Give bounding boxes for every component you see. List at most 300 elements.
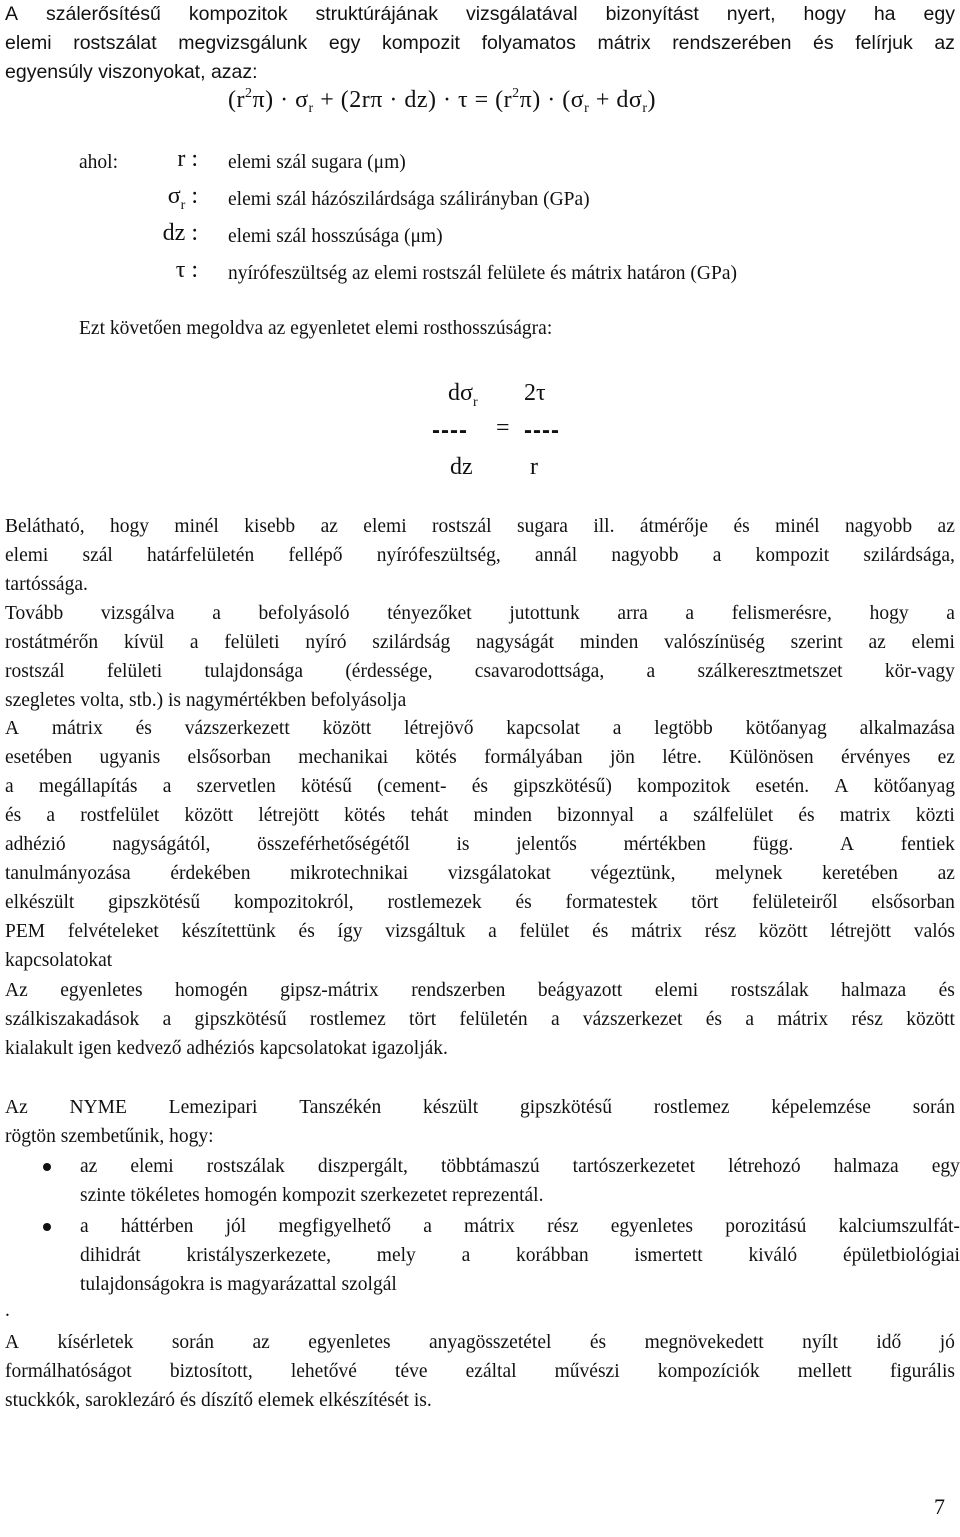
word: esetén. [755,776,810,797]
symbol-text: σ [167,183,181,209]
word: mely [376,1245,416,1266]
word: gipszkötésű [519,1097,613,1118]
paragraph [5,1328,955,1415]
word: létrejött [830,921,892,942]
word: érdekében [170,863,251,884]
definition-symbol [176,257,198,284]
word: Az [5,1097,28,1118]
word: rostfelület [80,805,160,826]
text-line [5,657,955,686]
text-line [80,1241,960,1270]
word: átmérője [639,516,709,537]
word: hogy [869,603,909,624]
word: homogén [175,980,248,1001]
word: nyíró [305,632,347,653]
text-line [80,1212,960,1241]
word: jelentős [516,834,577,855]
word: minden [579,632,639,653]
word: adhézió [5,834,66,855]
word: rostszálak [730,980,809,1001]
fraction-equals: = [496,415,510,441]
word: kompozitok [188,3,288,25]
formula-part: + (2rπ · dz) · τ = (r [313,87,513,113]
word: megállapítás [38,776,138,797]
word: a [46,805,56,826]
word: és [471,776,488,797]
word: A [839,834,855,855]
word: megfigyelhető [278,1216,391,1237]
word: porozitású [725,1216,807,1237]
word: a [212,603,221,624]
word: rostlemez [309,1009,386,1030]
word: szilárdság [372,632,451,653]
text-line [5,599,955,628]
word: fentiek [900,834,955,855]
text-line [5,1005,955,1034]
word: gipszkötésű [108,892,201,913]
word: A [5,1332,20,1353]
word: nyílt [802,1332,838,1353]
word: arra [617,603,648,624]
word: mechanikai [298,747,389,768]
word: Tanszékén [299,1097,382,1118]
word: A [5,718,20,739]
word: között [906,1009,955,1030]
word: vázszerkezett [184,718,290,739]
word: idő [876,1332,902,1353]
word: egy [328,32,361,54]
word: szálerősítésű [46,3,161,25]
text-line-last: rögtön szembetűnik, hogy: [5,1126,214,1147]
word: rész [851,1009,883,1030]
fraction-numerator-right: 2τ [524,380,546,406]
intro-paragraph [5,0,955,87]
text-line-last: tartóssága. [5,574,88,595]
text-line [5,1093,955,1122]
word: nyírófeszültség, [376,545,501,566]
word: képelemzése [771,1097,871,1118]
word: vázszerkezet [582,1009,683,1030]
text-line [5,917,955,946]
symbol-text: τ : [175,257,198,283]
word: kompozit [755,545,830,566]
word: érvényes [840,747,911,768]
paragraph [5,714,955,975]
word: ismertett [634,1245,703,1266]
word: és [705,1009,723,1030]
word: határfelületén [147,545,255,566]
word: dihidrát [80,1245,141,1266]
word: mértékben [623,834,706,855]
word: A [834,776,849,797]
definition-row [0,183,960,219]
text-line [5,541,955,570]
word: rostszálat [73,32,157,54]
formula-part: ) [647,87,656,113]
word: (érdessége, [345,661,433,682]
word: kívül [123,632,165,653]
word: (cement- [377,776,447,797]
word: elemi [363,516,407,537]
word: sugara [517,516,568,537]
word: formatestek [565,892,658,913]
formula-subscript: r [584,101,590,116]
word: diszpergált, [317,1156,408,1177]
word: felületi [106,661,163,682]
word: kötésű [300,776,352,797]
word: és [733,516,750,537]
formula-part: π) · σ [252,87,309,113]
word: kötés [344,805,386,826]
word: tulajdonsága [204,661,303,682]
word: felületén [459,1009,528,1030]
fraction-subscript: r [472,394,478,410]
word: minden [473,805,533,826]
word: tört [409,1009,437,1030]
text-line [5,512,955,541]
word: a [612,718,622,739]
word: elsősorban [871,892,955,913]
word: vizsgálva [100,603,175,624]
word: felület [519,921,570,942]
word: szilárdsága, [863,545,955,566]
word: melynek [715,863,783,884]
text-line-last: tulajdonságokra is magyarázattal szolgál [80,1274,397,1295]
word: a [488,921,497,942]
word: tehát [410,805,449,826]
word: a [946,603,955,624]
word: gipszkötésű) [513,776,612,797]
word: készült [422,1097,479,1118]
paragraph [5,599,955,715]
paragraph [5,976,955,1063]
word: ha [873,3,896,25]
fraction-text: dσ [448,380,473,406]
word: szervetlen [196,776,276,797]
text-line [5,976,955,1005]
text-line-last: egyensúly viszonyokat, azaz: [5,61,258,83]
word: között [758,921,808,942]
word: létre. [662,747,702,768]
word: az [320,516,338,537]
text-line-last: szinte tökéletes homogén kompozit szerkezetet reprezentál. [80,1185,544,1206]
word: esetében [5,747,73,768]
word: mátrix [631,921,682,942]
bullet-text [80,1152,960,1210]
word: és [589,1332,607,1353]
word: többtámaszú [441,1156,540,1177]
word: felvételeket [67,921,159,942]
text-line [5,1357,955,1386]
word: tartószerkezetet [572,1156,695,1177]
word: és [813,32,834,54]
word: ez [937,747,955,768]
text-line [5,714,955,743]
text-line [5,0,955,29]
word: és [515,892,532,913]
word: hogy [803,3,846,25]
word: legtöbb [654,718,713,739]
word: szerint [790,632,843,653]
word: vizsgáltuk [385,921,466,942]
page-number: 7 [934,1494,945,1519]
word: egy [923,3,955,25]
word: Tovább [5,603,64,624]
word: biztosított, [169,1361,253,1382]
word: Lemezipari [168,1097,258,1118]
word: jó [939,1332,955,1353]
word: mátrix [597,32,651,54]
word: felírjuk [855,32,913,54]
text-line-last: stuckkók, saroklezáró és díszítő elemek elkészítését is. [5,1390,432,1411]
word: jön [609,747,635,768]
word: kiváló [748,1245,798,1266]
word: PEM [5,921,46,942]
word: szálkeresztmetszet [697,661,843,682]
word: során [912,1097,955,1118]
word: épületbiológiai [842,1245,960,1266]
word: ill. [593,516,615,537]
word: a [685,603,695,624]
word: formálhatóságot [5,1361,132,1382]
word: ezáltal [465,1361,517,1382]
symbol-text: dz : [162,220,198,246]
paragraph [5,512,955,599]
word: valószínüség [664,632,765,653]
word: a [5,776,14,797]
word: matrix [839,805,891,826]
word: a [646,661,656,682]
word: ugyanis [99,747,161,768]
word: struktúrájának [315,3,438,25]
word: az [937,516,955,537]
word: rész [547,1216,579,1237]
formula-part: + dσ [589,87,643,113]
word: során [171,1332,215,1353]
symbol-text: r : [177,146,198,172]
word: elemi [911,632,955,653]
word: az [252,1332,270,1353]
word: A [5,3,19,25]
text-line [5,801,955,830]
word: létrejövő [404,718,474,739]
word: NYME [69,1097,127,1118]
word: között [322,718,372,739]
word: halmaza [841,980,907,1001]
word: kompozitok [637,776,731,797]
word: a [659,805,668,826]
word: alkalmazása [859,718,955,739]
word: kötőanyag [873,776,955,797]
bullet-text [80,1212,960,1299]
symbol-subscript: r [180,197,186,213]
definition-text: elemi szál sugara (μm) [228,152,406,173]
fraction-numerator-left [448,380,478,411]
definition-symbol [168,183,198,214]
word: és [298,921,315,942]
word: közti [915,805,955,826]
word: az [934,32,955,54]
word: és [938,980,955,1001]
bullet-icon [43,1223,51,1231]
word: összeférhetőségétől [257,834,410,855]
word: a [745,1009,754,1030]
word: nyert, [726,3,776,25]
word: függ. [752,834,794,855]
word: jutottunk [509,603,580,624]
word: és [135,718,152,739]
word: az [868,632,886,653]
word: szálkiszakadások [5,1009,140,1030]
word: mátrix [51,718,103,739]
word: lehetővé [290,1361,357,1382]
word: rostszál [5,661,65,682]
word: csavarodottsága, [474,661,605,682]
word: Különösen [729,747,814,768]
word: kísérletek [57,1332,134,1353]
word: nagyságát [476,632,555,653]
word: között [184,805,234,826]
text-line [5,888,955,917]
word: elsősorban [187,747,271,768]
word: kompozit [381,32,460,54]
solution-intro: Ezt követően megoldva az egyenletet elemi rosthosszúságra: [79,318,553,339]
word: vizsgálatával [465,3,578,25]
text-line [80,1152,960,1181]
word: vizsgálatokat [447,863,551,884]
paragraph [5,1093,955,1151]
formula-part: π) · (σ [519,87,585,113]
word: a [423,1216,432,1237]
word: hogy [110,516,150,537]
word: háttérben [120,1216,194,1237]
separator-dot: . [5,1300,10,1321]
word: a [189,632,199,653]
word: elemi [130,1156,174,1177]
word: az [937,863,955,884]
word: kristályszerkezete, [186,1245,331,1266]
word: rendszerben [411,980,506,1001]
word: mikrotechnikai [290,863,409,884]
word: bizonnyal [557,805,635,826]
word: kisebb [244,516,296,537]
word: figurális [889,1361,955,1382]
word: mátrix [777,1009,829,1030]
bullet-icon [43,1163,51,1171]
word: a [80,1216,89,1237]
word: tanulmányozása [5,863,131,884]
text-line [5,29,955,58]
equilibrium-formula [228,86,656,117]
word: elemi [5,545,49,566]
word: nagyobb [844,516,913,537]
word: a [550,1009,560,1030]
formula-subscript: r [642,101,648,116]
word: megvizsgálunk [178,32,308,54]
word: rész [704,921,737,942]
word: kalciumszulfát- [838,1216,960,1237]
word: egyenletes [610,1216,694,1237]
word: minél [775,516,820,537]
word: létrejött [258,805,319,826]
word: készítettünk [181,921,276,942]
word: tényezőket [387,603,472,624]
text-line-last: kapcsolatokat [5,950,113,971]
word: bizonyítást [605,3,699,25]
definition-text: elemi szál hosszúsága (μm) [228,226,443,247]
word: nagyobb [611,545,679,566]
text-line [5,1328,955,1357]
word: a [162,1009,172,1030]
word: mellett [797,1361,852,1382]
formula-exponent: 2 [244,86,253,101]
word: szál [82,545,113,566]
word: megnövekedett [644,1332,764,1353]
word: tört [691,892,719,913]
word: annál [534,545,578,566]
word: kompozitokról, [233,892,354,913]
fraction-bar-right: ---- [524,417,560,444]
definition-row [0,257,960,293]
word: gipszkötésű [194,1009,287,1030]
word: fellépő [288,545,343,566]
word: nagyságától, [112,834,211,855]
word: keretében [822,863,898,884]
word: téve [395,1361,428,1382]
word: anyagösszetétel [429,1332,552,1353]
word: kötőanyag [745,718,827,739]
word: valós [913,921,955,942]
word: elemi [654,980,699,1001]
word: felületeiről [752,892,838,913]
text-line-last: szegletes volta, stb.) is nagymértékben befolyásolja [5,690,407,711]
word: így [337,921,363,942]
word: művészi [554,1361,620,1382]
word: rostszálak [206,1156,285,1177]
word: felismerésre, [731,603,832,624]
word: felületi [224,632,280,653]
word: kapcsolat [506,718,580,739]
word: jól [225,1216,247,1237]
word: kötés [415,747,457,768]
word: és [798,805,815,826]
formula-part: (r [228,87,245,113]
word: kompozíciók [657,1361,760,1382]
text-line [5,743,955,772]
definition-text: elemi szál házószilárdsága szálirányban (GPa) [228,189,590,210]
word: formályában [484,747,583,768]
text-line [5,859,955,888]
text-line [5,830,955,859]
word: mátrix [464,1216,515,1237]
definition-row [0,220,960,256]
text-line [5,772,955,801]
word: az [80,1156,98,1177]
word: a [461,1245,471,1266]
formula-exponent: 2 [512,86,520,101]
definitions-lead: ahol: [79,152,118,173]
fraction-denominator-left: dz [450,454,473,480]
word: rostlemezek [387,892,482,913]
word: rostátmérőn [5,632,99,653]
word: halmaza [833,1156,899,1177]
word: rostlemez [653,1097,730,1118]
word: is [456,834,470,855]
word: folyamatos [481,32,576,54]
word: korábban [516,1245,589,1266]
word: gipsz-mátrix [280,980,379,1001]
word: elemi [5,32,52,54]
